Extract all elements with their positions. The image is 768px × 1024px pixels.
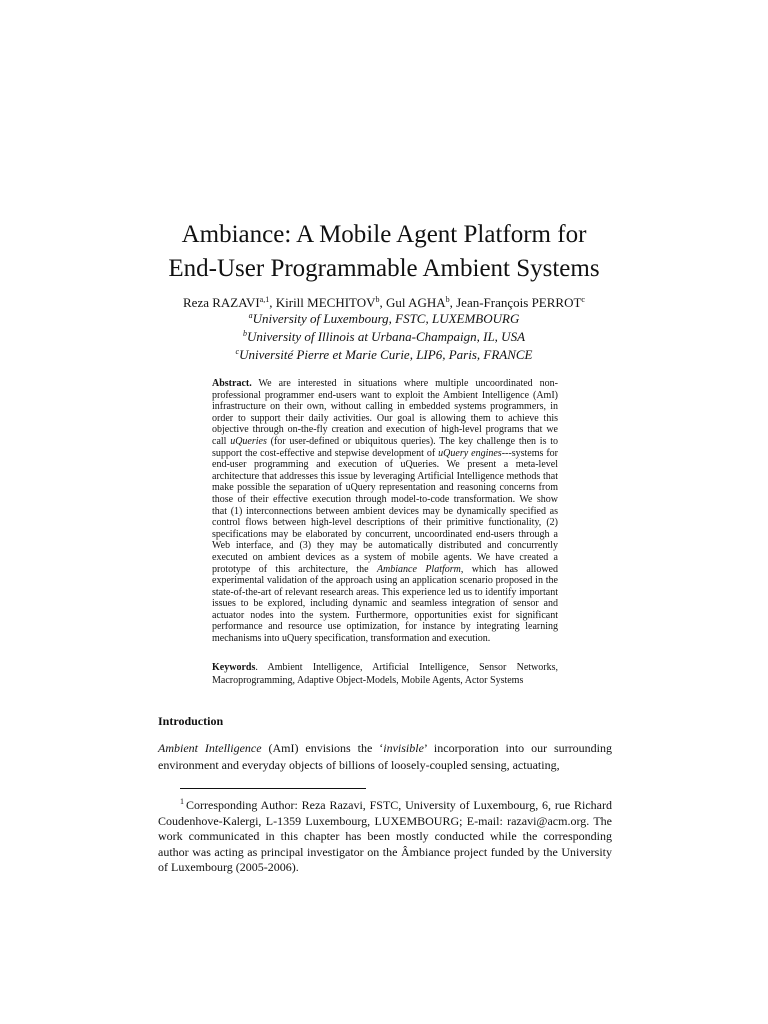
author-name: Reza RAZAVI	[183, 295, 260, 310]
author-name: Gul AGHA	[386, 295, 446, 310]
section-heading-introduction: Introduction	[158, 714, 224, 728]
title-line-2: End-User Programmable Ambient Systems	[168, 255, 600, 282]
author-list: Reza RAZAVI$^{a,1}$, Kirill MECHITOV$^b$, Gul AGHA$^b$, Jean-François PERROT$^c$	[183, 295, 585, 310]
introduction-paragraph: Ambient Intelligence (AmI) envisions the ‘invisible’ incorporation into our surrounding environment and everyday objects of billions of loosely-coupled sensing, actuating,	[158, 741, 612, 772]
abstract-label: Abstract.	[212, 378, 252, 389]
affiliation-list	[0, 308, 768, 362]
abstract: Abstract. We are interested in situations where multiple uncoordinated non-professional programmer end-users want to exploit the Ambient Intelligence (AmI) infrastructure on their own, without calling in embedded systems programmers, in order to support their daily activities. Our goal is allowing them to achieve this objective through on-the-fly creation and execution of high-level programs that we call uQueries (for user-defined or ubiquitous queries). The key challenge then is to support the cost-effective and stepwise development of uQuery engines---systems for end-user programming and execution of uQueries. We present a meta-level architecture that addresses this issue by leveraging Artificial Intelligence methods that make possible the separation of uQuery representation and reasoning concerns from those of their effective execution through model-to-code transformation. We show that (1) interconnections between ambient devices may be dynamically specified as control flows between high-level descriptions of their primitive functionality, (2) specifications may be elaborated by concurrent, uncoordinated end-users through a Web interface, and (3) they may be automatically distributed and concurrently executed on ambient devices as a system of mobile agents. We have created a prototype of this architecture, the Ambiance Platform, which has allowed experimental validation of the approach using an application scenario proposed in the state-of-the-art of relevant research areas. This experience led us to identify important issues to be explored, including dynamic and seamless integration of sensor and actuator nodes into the system. Furthermore, opportunities exist for significant performance and resource use optimization, for instance by integrating learning mechanisms into uQuery specification, transformation and execution.	[212, 378, 559, 645]
author-affil-mark: b	[445, 295, 450, 304]
footnote-divider	[180, 788, 366, 789]
affiliation-line: $^b$University of Illinois at Urbana-Champaign, IL, USA	[242, 329, 526, 344]
author-name: Kirill MECHITOV	[275, 295, 376, 310]
author-affil-mark: a,1	[259, 295, 270, 304]
footnote: $^1$ Corresponding Author: Reza Razavi, FSTC, University of Luxembourg, 6, rue Richard Coudenhove-Kalergi, L-1359 Luxembourg, LUXEMBOURG; E-mail: razavi@acm.org. The work communicated in this chapter has been mostly conducted while the corresponding author was acting as principal investigator on the Âmbiance project funded by the University of Luxembourg (2005-2006).	[158, 797, 612, 874]
paper-title	[0, 218, 768, 286]
author-name: Jean-François PERROT	[456, 295, 582, 310]
footnote-mark: 1	[180, 797, 184, 806]
affiliation-line: $^c$Université Pierre et Marie Curie, LIP6, Paris, FRANCE	[235, 347, 533, 362]
keywords: Keywords. Ambient Intelligence, Artificial Intelligence, Sensor Networks, Macroprogramming, Adaptive Object-Models, Mobile Agents, Actor Systems	[212, 662, 558, 686]
author-affil-mark: b	[375, 295, 380, 304]
keywords-label: Keywords	[212, 662, 256, 673]
affiliation-line: $^a$University of Luxembourg, FSTC, LUXEMBOURG	[248, 311, 520, 326]
title-line-1: Ambiance: A Mobile Agent Platform for	[181, 221, 587, 248]
author-affil-mark: c	[581, 295, 585, 304]
